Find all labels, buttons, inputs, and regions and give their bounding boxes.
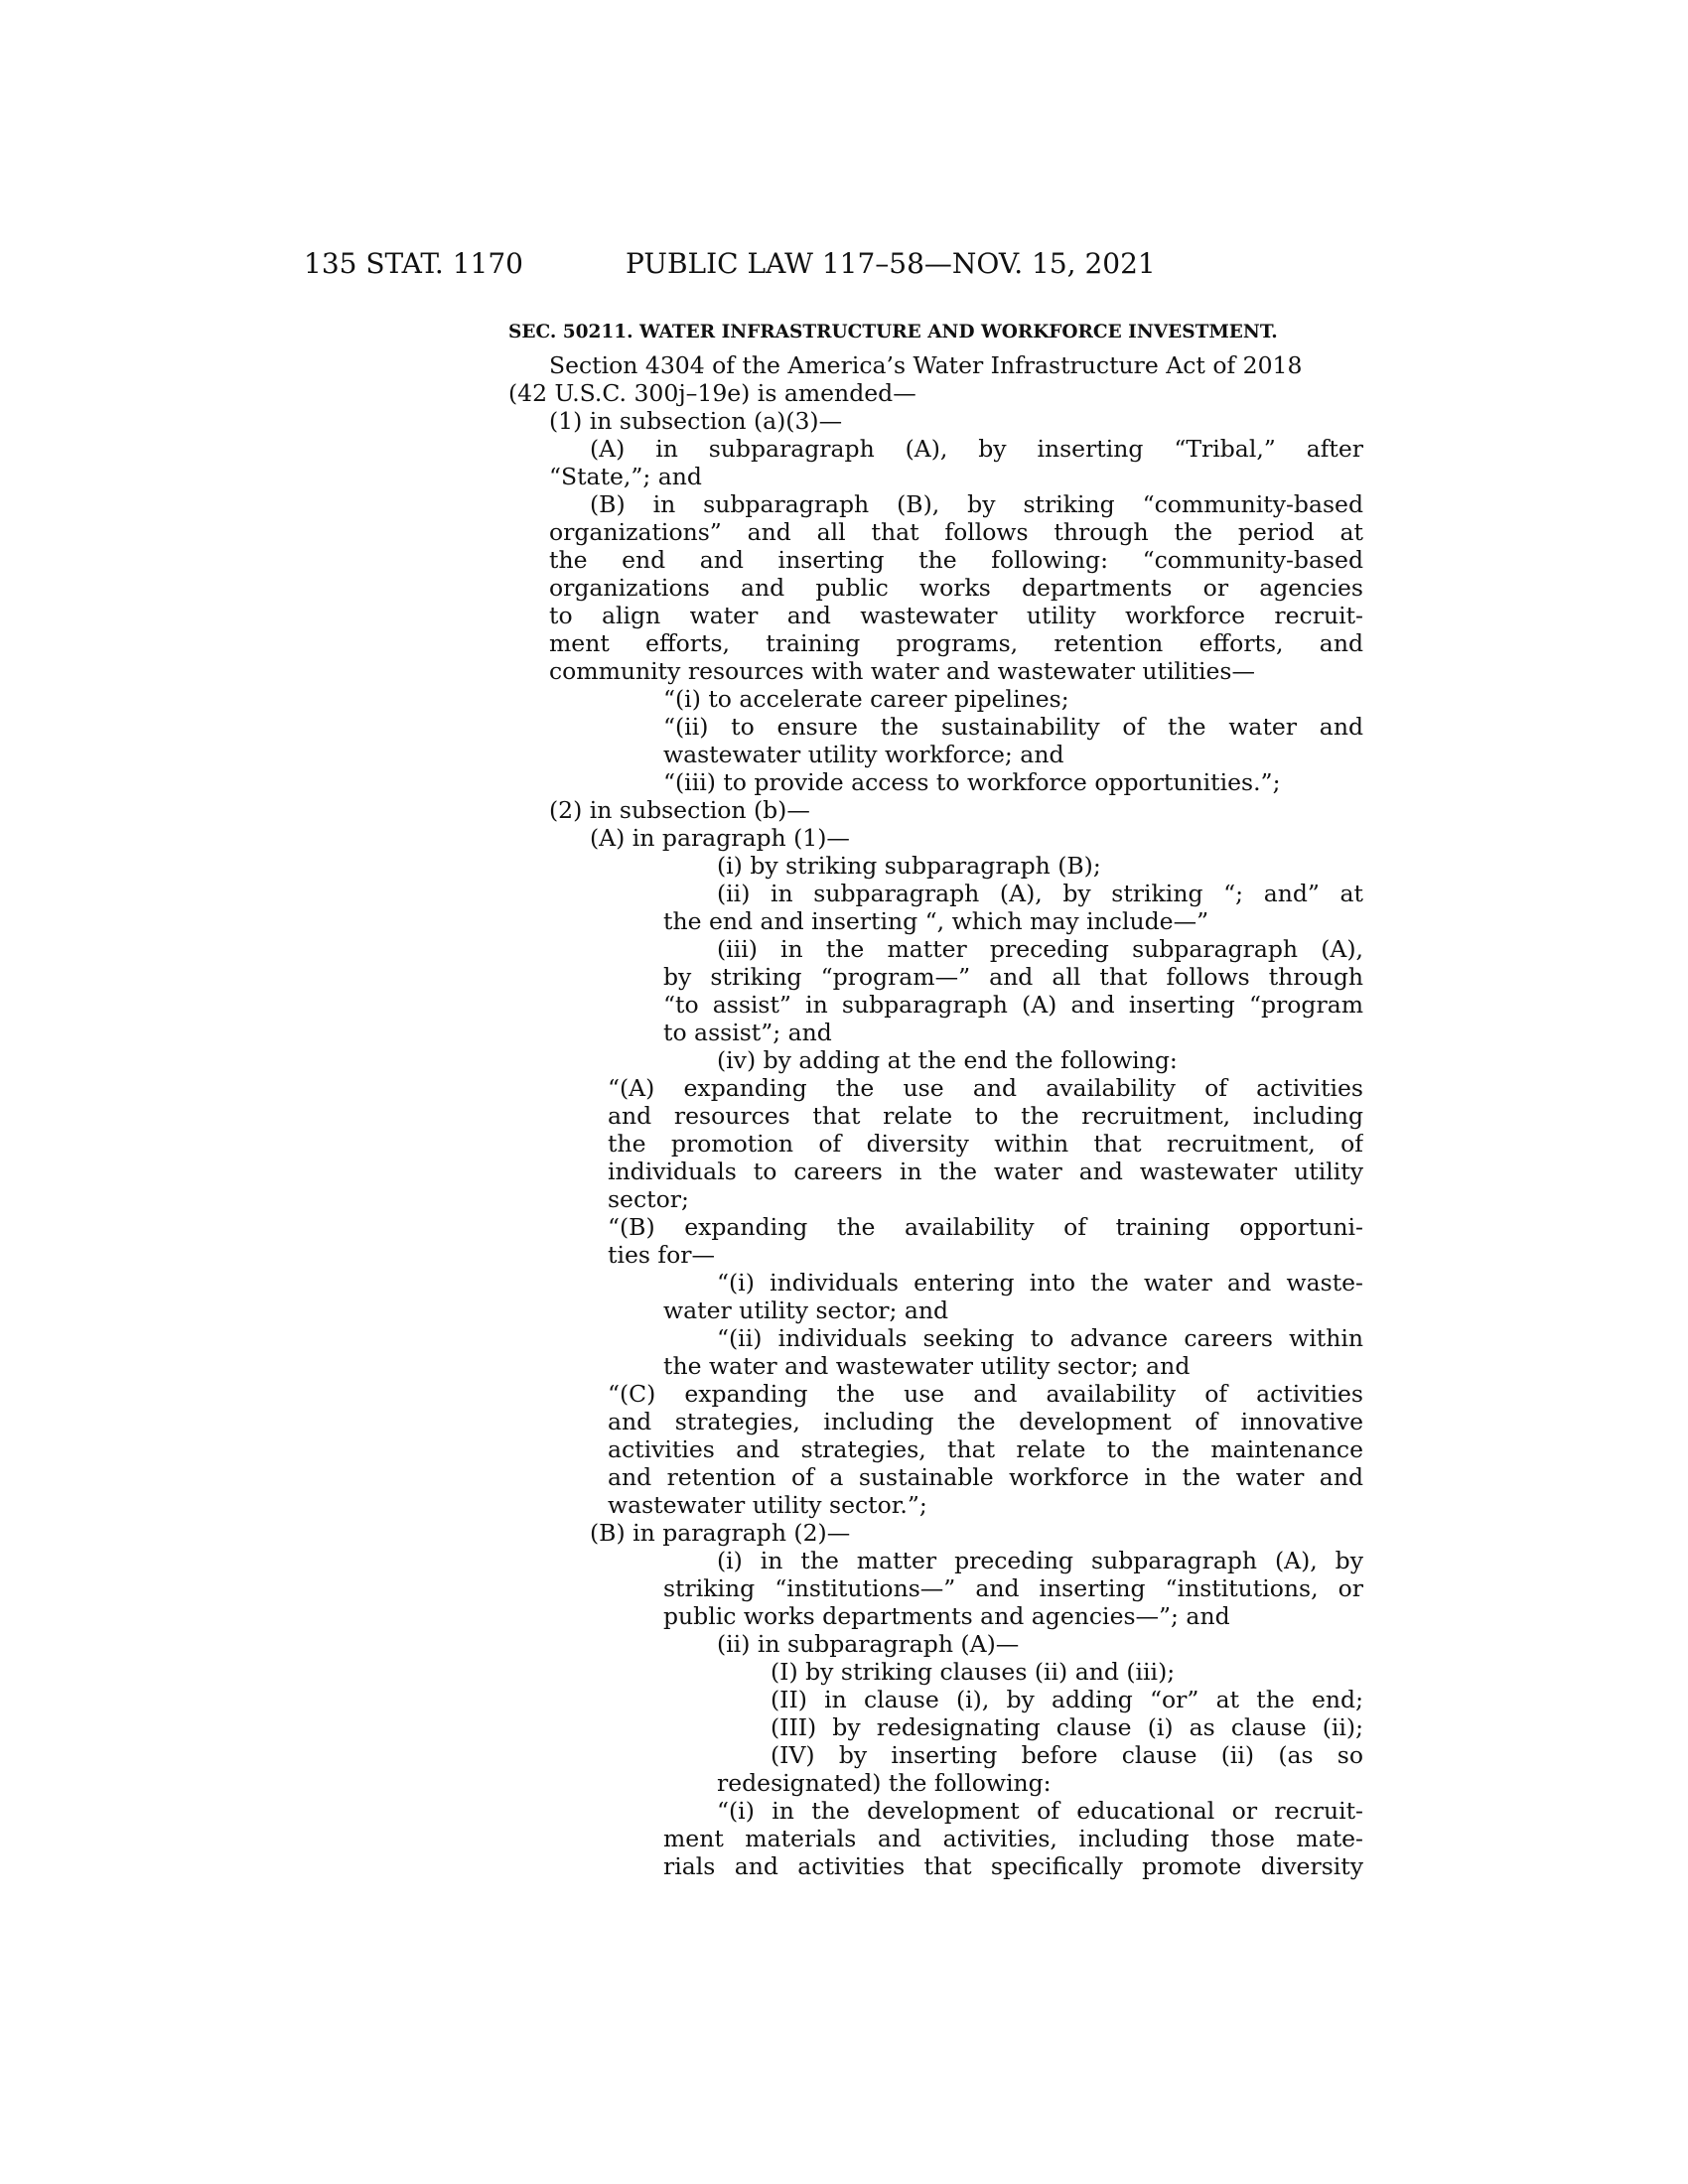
text-line: “(i) individuals entering into the water and waste- [717,1269,1363,1297]
text-line: (iv) by adding at the end the following: [717,1046,1178,1074]
text-line: sector; [608,1185,689,1213]
text-line: (A) in subparagraph (A), by inserting “Tribal,” after [590,435,1363,463]
text-line: (42 U.S.C. 300j–19e) is amended— [508,379,916,407]
text-line: “(B) expanding the availability of training opportuni- [608,1213,1363,1241]
text-line: “(iii) to provide access to workforce opportunities.”; [663,768,1281,796]
page-header [0,246,1688,290]
text-line: to assist”; and [663,1019,832,1046]
text-line: public works departments and agencies—”; and [663,1602,1230,1630]
text-line: ment materials and activities, including those mate- [663,1825,1363,1852]
text-line: (ii) in subparagraph (A), by striking “; and” at [717,880,1363,907]
text-line: “(ii) to ensure the sustainability of the water and [663,713,1363,741]
text-line: striking “institutions—” and inserting “institutions, or [663,1574,1363,1602]
text-line: “State,”; and [549,463,702,490]
text-line: wastewater utility sector.”; [608,1491,927,1519]
public-law-title: PUBLIC LAW 117–58—NOV. 15, 2021 [626,247,1156,280]
text-line: to align water and wastewater utility workforce recruit- [549,602,1363,629]
text-line: (i) in the matter preceding subparagraph (A), by [717,1547,1363,1574]
text-line: organizations and public works departments or agencies [549,574,1363,602]
text-line: ties for— [608,1241,715,1269]
text-line: the end and inserting “, which may include—” [663,907,1209,935]
text-line: and strategies, including the development of innovative [608,1408,1363,1435]
text-line: and resources that relate to the recruitment, including [608,1102,1363,1130]
text-line: and retention of a sustainable workforce in the water and [608,1463,1363,1491]
text-line: ment efforts, training programs, retention efforts, and [549,629,1363,657]
text-line: (2) in subsection (b)— [549,796,810,824]
text-line: the water and wastewater utility sector; and [663,1352,1191,1380]
text-line: (III) by redesignating clause (i) as clause (ii); [771,1713,1363,1741]
text-line: wastewater utility workforce; and [663,741,1064,768]
text-line: (B) in paragraph (2)— [590,1519,851,1547]
text-line: activities and strategies, that relate to the maintenance [608,1435,1363,1463]
text-line: individuals to careers in the water and wastewater utility [608,1158,1363,1185]
text-line: “(A) expanding the use and availability of activities [608,1074,1363,1102]
section-heading: SEC. 50211. WATER INFRASTRUCTURE AND WORKFORCE INVESTMENT. [508,322,1278,342]
text-line: community resources with water and wastewater utilities— [549,657,1255,685]
text-line: (IV) by inserting before clause (ii) (as so [771,1741,1363,1769]
text-line: Section 4304 of the America’s Water Infrastructure Act of 2018 [549,351,1303,379]
text-line: (B) in subparagraph (B), by striking “community-based [590,490,1363,518]
text-line: redesignated) the following: [717,1769,1052,1797]
text-line: (II) in clause (i), by adding “or” at the end; [771,1686,1363,1713]
text-line: water utility sector; and [663,1297,949,1324]
text-line: (ii) in subparagraph (A)— [717,1630,1020,1658]
text-line: rials and activities that specifically promote diversity [663,1852,1363,1880]
text-line: (iii) in the matter preceding subparagraph (A), [717,935,1363,963]
text-line: (i) by striking subparagraph (B); [717,852,1101,880]
text-line: “(ii) individuals seeking to advance careers within [717,1324,1363,1352]
text-line: (1) in subsection (a)(3)— [549,407,843,435]
stat-citation: 135 STAT. 1170 [304,247,523,280]
text-line: the end and inserting the following: “community-based [549,546,1363,574]
text-line: organizations” and all that follows through the period at [549,518,1363,546]
text-line: “(i) to accelerate career pipelines; [663,685,1069,713]
text-line: (A) in paragraph (1)— [590,824,850,852]
text-line: by striking “program—” and all that follows through [663,963,1363,991]
text-line: “(i) in the development of educational or recruit- [717,1797,1363,1825]
text-line: (I) by striking clauses (ii) and (iii); [771,1658,1176,1686]
text-line: the promotion of diversity within that recruitment, of [608,1130,1363,1158]
text-line: “to assist” in subparagraph (A) and inserting “program [663,991,1363,1019]
text-line: “(C) expanding the use and availability of activities [608,1380,1363,1408]
